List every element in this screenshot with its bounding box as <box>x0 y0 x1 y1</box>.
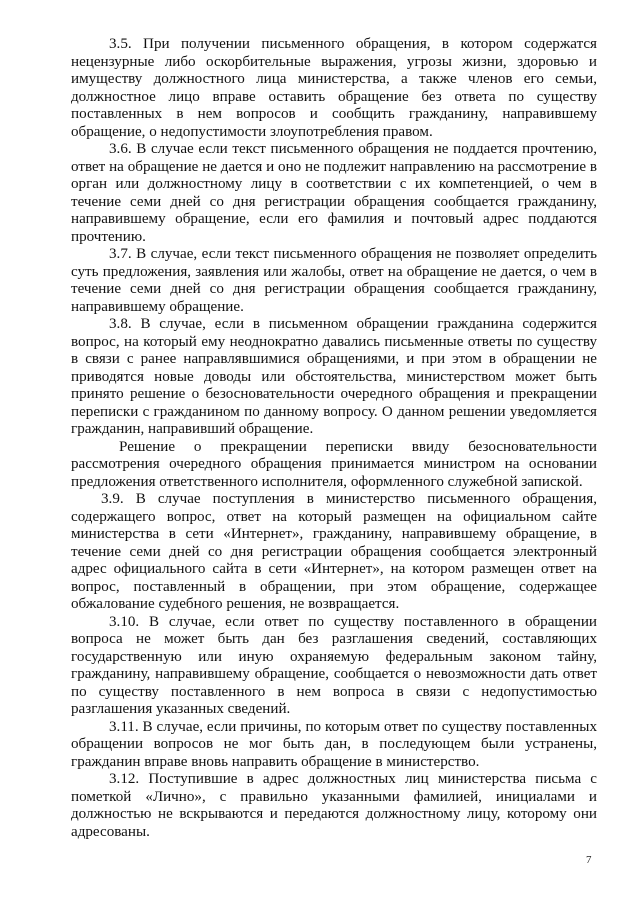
paragraph-3-11: 3.11. В случае, если причины, по которым ответ по существу поставленных обращении вопросов не мог быть дан, в последующем были устранены, гражданин вправе вновь направить обращение в министерство. <box>71 718 597 770</box>
paragraph-3-5: 3.5. При получении письменного обращения, в котором содержатся нецензурные либо оскорбительные выражения, угрозы жизни, здоровью и имуществу должностного лица министерства, а также членов его семьи, должностное лицо вправе оставить обращение без ответа по существу поставленных в нем вопросов и сообщить гражданину, направившему обращение, о недопустимости злоупотребления правом. <box>71 36 597 140</box>
document-page <box>71 36 597 841</box>
paragraph-3-9: 3.9. В случае поступления в министерство письменного обращения, содержащего вопрос, ответ на который размещен на официальном сайте министерства в сети «Интернет», гражданину, направившему обращение, в течение семи дней со дня регистрации обращения сообщается электронный адрес официального сайта в сети «Интернет», на котором размещен ответ на вопрос, поставленный в обращении, при этом обращение, содержащее обжалование судебного решения, не возвращается. <box>71 491 597 612</box>
paragraph-3-7: 3.7. В случае, если текст письменного обращения не позволяет определить суть предложения, заявления или жалобы, ответ на обращение не дается, о чем в течение семи дней со дня регистрации обращения сообщается гражданину, направившему обращение. <box>71 246 597 315</box>
paragraph-3-12: 3.12. Поступившие в адрес должностных лиц министерства письма с пометкой «Лично», с правильно указанными фамилией, инициалами и должностью не вскрываются и передаются должностному лицу, которому они адресованы. <box>71 771 597 840</box>
paragraph-decision: Решение о прекращении переписки ввиду безосновательности рассмотрения очередного обращения принимается министром на основании предложения ответственного исполнителя, оформленного служебной запиской. <box>71 438 597 490</box>
page-number: 7 <box>586 854 592 866</box>
paragraph-3-10: 3.10. В случае, если ответ по существу поставленного в обращении вопроса не может быть дан без разглашения сведений, составляющих государственную или иную охраняемую федеральным законом тайну, гражданину, направившему обращение, сообщается о невозможности дать ответ по существу поставленного в нем вопроса в связи с недопустимостью разглашения указанных сведений. <box>71 613 597 717</box>
paragraph-3-6: 3.6. В случае если текст письменного обращения не поддается прочтению, ответ на обращение не дается и оно не подлежит направлению на рассмотрение в орган или должностному лицу в соответствии с их компетенцией, о чем в течение семи дней со дня регистрации обращения сообщается гражданину, направившему обращение, если его фамилия и почтовый адрес поддаются прочтению. <box>71 141 597 245</box>
paragraph-3-8: 3.8. В случае, если в письменном обращении гражданина содержится вопрос, на который ему неоднократно давались письменные ответы по существу в связи с ранее направлявшимися обращениями, и при этом в обращении не приводятся новые доводы или обстоятельства, министерством может быть принято решение о безосновательности очередного обращения и прекращении переписки с гражданином по данному вопросу. О данном решении уведомляется гражданин, направивший обращение. <box>71 316 597 437</box>
